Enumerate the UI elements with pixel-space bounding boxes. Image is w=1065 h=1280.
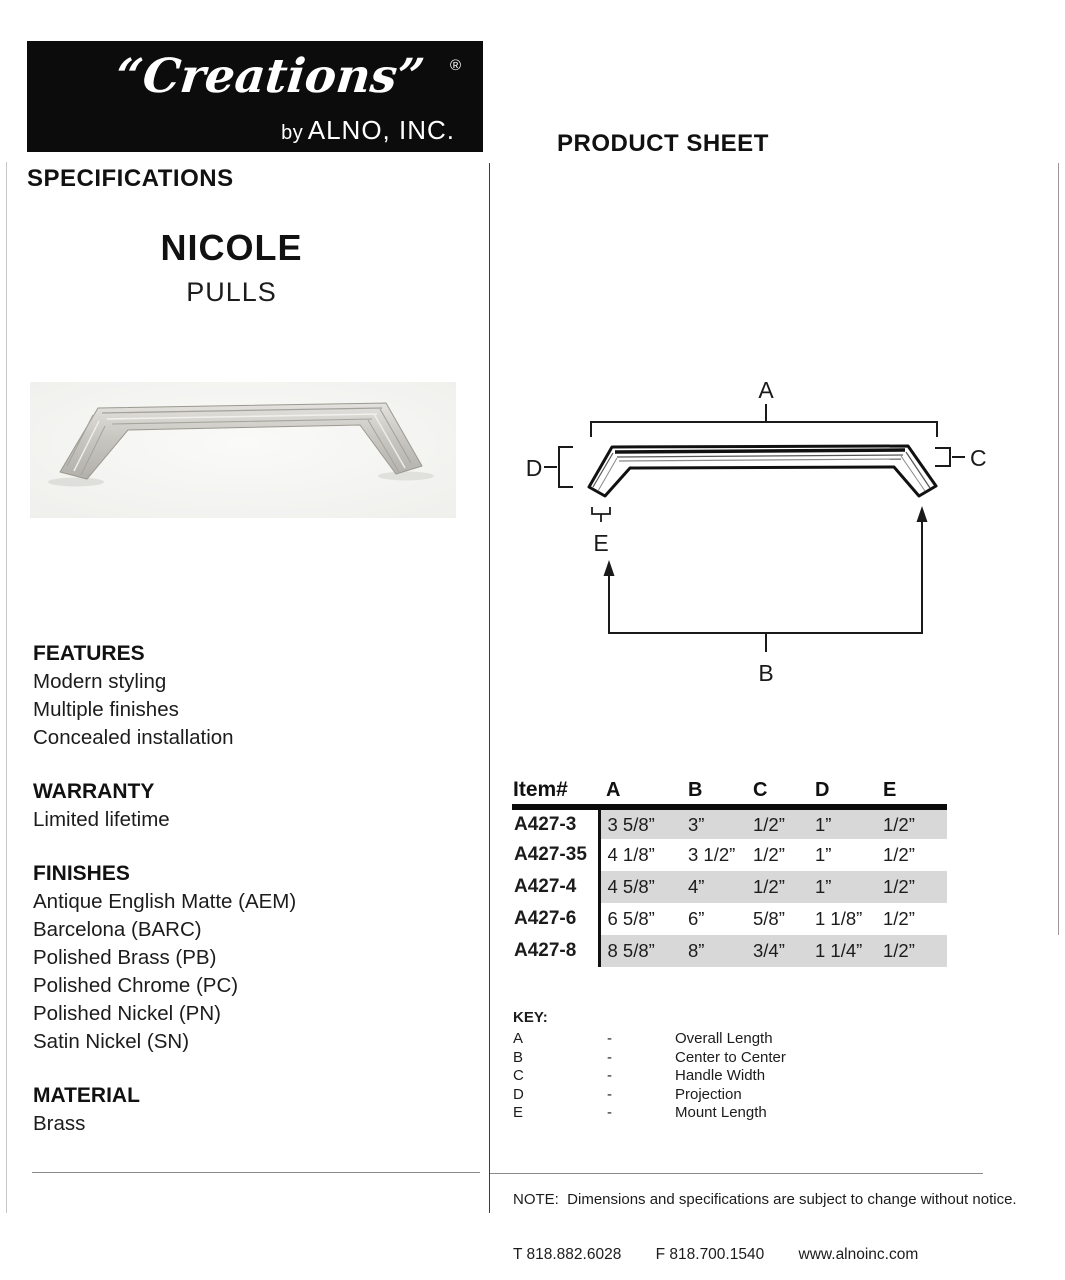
key-dash: - (607, 1085, 612, 1103)
dim-a-value: 4 1/8” (599, 839, 681, 871)
key-dash: - (607, 1104, 612, 1122)
col-header-c: C (753, 778, 768, 801)
dim-b-value: 6” (688, 908, 705, 929)
dim-b-value: 4” (681, 871, 746, 903)
key-letter: E (513, 1104, 524, 1122)
key-row (513, 1067, 953, 1086)
dim-e-bracket (592, 507, 610, 522)
logo-byline (281, 115, 455, 146)
creations-logo (27, 41, 483, 152)
table-header-row (512, 776, 947, 807)
dim-a-value: 4 5/8” (599, 871, 681, 903)
material-title: MATERIAL (33, 1084, 140, 1107)
product-name: NICOLE (160, 227, 303, 268)
key-letter: C (513, 1067, 524, 1085)
feature-item: Modern styling (33, 670, 167, 693)
dimension-diagram (500, 365, 1010, 695)
dim-a-bracket (591, 404, 937, 437)
dim-label-a: A (758, 377, 774, 403)
logo-company-text: ALNO, INC. (307, 115, 455, 145)
warranty-title: WARRANTY (33, 780, 155, 803)
handle-drawing (589, 446, 936, 496)
table-row (512, 935, 947, 967)
center-column-divider (489, 163, 490, 1213)
product-category: PULLS (186, 277, 277, 307)
key-title: KEY: (513, 1009, 548, 1026)
warranty-item: Limited lifetime (33, 808, 170, 831)
dim-b-value: 8” (681, 935, 746, 967)
dim-e-value: 1/2” (876, 871, 947, 903)
item-number: A427-35 (512, 839, 599, 871)
dim-c-value: 1/2” (746, 871, 808, 903)
dim-label-e: E (593, 530, 609, 556)
dim-d-value: 1 1/4” (808, 935, 876, 967)
product-sheet-heading: PRODUCT SHEET (557, 130, 769, 157)
dim-c-value: 1/2” (753, 844, 785, 865)
finish-item: Antique English Matte (AEM) (33, 890, 297, 913)
dim-d-value: 1” (808, 807, 876, 839)
dimensions-table (512, 776, 947, 967)
dim-label-d: D (525, 455, 543, 481)
key-row (513, 1049, 953, 1068)
feature-item: Multiple finishes (33, 698, 179, 721)
dim-b-value: 3 1/2” (688, 844, 736, 865)
key-letter: D (513, 1085, 524, 1103)
table-row (512, 903, 947, 935)
key-row (513, 1104, 953, 1123)
item-number: A427-3 (512, 807, 599, 839)
disclaimer-note: NOTE: Dimensions and specifications are subject to change without notice. (513, 1191, 1017, 1208)
dim-e-value: 1/2” (876, 807, 947, 839)
feature-item: Concealed installation (33, 726, 234, 749)
table-row (512, 839, 947, 871)
dim-d-value: 1 1/8” (815, 908, 863, 929)
finish-item: Polished Nickel (PN) (33, 1002, 221, 1025)
item-number: A427-8 (512, 935, 599, 967)
key-dash: - (607, 1048, 612, 1066)
page-left-edge-line (6, 162, 7, 1213)
dim-label-c: C (970, 445, 987, 471)
finish-item: Polished Brass (PB) (33, 946, 217, 969)
material-item: Brass (33, 1112, 86, 1135)
key-letter: B (513, 1048, 524, 1066)
creations-logo-script: “Creations” (113, 49, 427, 104)
finish-item: Satin Nickel (SN) (33, 1030, 190, 1053)
website-url: www.alnoinc.com (798, 1246, 919, 1263)
dim-c-bracket (935, 448, 965, 466)
registered-trademark-mark: ® (449, 57, 461, 74)
telephone-number: T 818.882.6028 (513, 1246, 622, 1263)
dim-e-value: 1/2” (883, 844, 915, 865)
dim-c-value: 1/2” (746, 807, 808, 839)
key-description: Center to Center (675, 1048, 786, 1066)
key-description: Projection (675, 1085, 742, 1103)
dim-e-value: 1/2” (876, 935, 947, 967)
dim-b-value: 3” (681, 807, 746, 839)
dim-c-value: 3/4” (746, 935, 808, 967)
key-letter: A (513, 1030, 524, 1047)
dim-d-value: 1” (815, 844, 832, 865)
item-number: A427-4 (512, 871, 599, 903)
item-number: A427-6 (512, 903, 599, 935)
contact-footer (513, 1246, 948, 1264)
table-row (512, 871, 947, 903)
col-header-a: A (606, 778, 621, 801)
left-column-bottom-rule (32, 1172, 480, 1173)
col-header-d: D (815, 778, 830, 801)
col-header-b: B (688, 778, 703, 801)
dimension-key (513, 1008, 953, 1123)
page-right-edge-line (1058, 163, 1059, 935)
finishes-title: FINISHES (33, 862, 130, 885)
spec-lists (33, 640, 473, 1138)
dim-d-value: 1” (808, 871, 876, 903)
key-row (513, 1086, 953, 1105)
right-column-bottom-rule (490, 1173, 983, 1174)
dim-a-value: 6 5/8” (599, 903, 681, 935)
dim-d-bracket (544, 447, 573, 487)
dim-c-value: 5/8” (753, 908, 785, 929)
key-description: Overall Length (675, 1030, 773, 1047)
product-photo (30, 382, 456, 518)
dim-label-b: B (758, 660, 774, 686)
dim-e-value: 1/2” (883, 908, 915, 929)
col-header-item: Item# (513, 778, 568, 801)
key-row (513, 1030, 953, 1049)
dim-a-value: 3 5/8” (599, 807, 681, 839)
fax-number: F 818.700.1540 (655, 1246, 765, 1263)
key-description: Mount Length (675, 1104, 767, 1122)
dim-b-arrows (604, 506, 928, 652)
logo-by-text: by (281, 122, 304, 144)
features-title: FEATURES (33, 642, 145, 665)
finish-item: Barcelona (BARC) (33, 918, 202, 941)
table-row (512, 807, 947, 839)
specifications-heading: SPECIFICATIONS (27, 165, 234, 192)
dim-a-value: 8 5/8” (599, 935, 681, 967)
key-dash: - (607, 1067, 612, 1085)
key-dash: - (607, 1030, 612, 1047)
key-description: Handle Width (675, 1067, 766, 1085)
finish-item: Polished Chrome (PC) (33, 974, 239, 997)
col-header-e: E (883, 778, 897, 801)
